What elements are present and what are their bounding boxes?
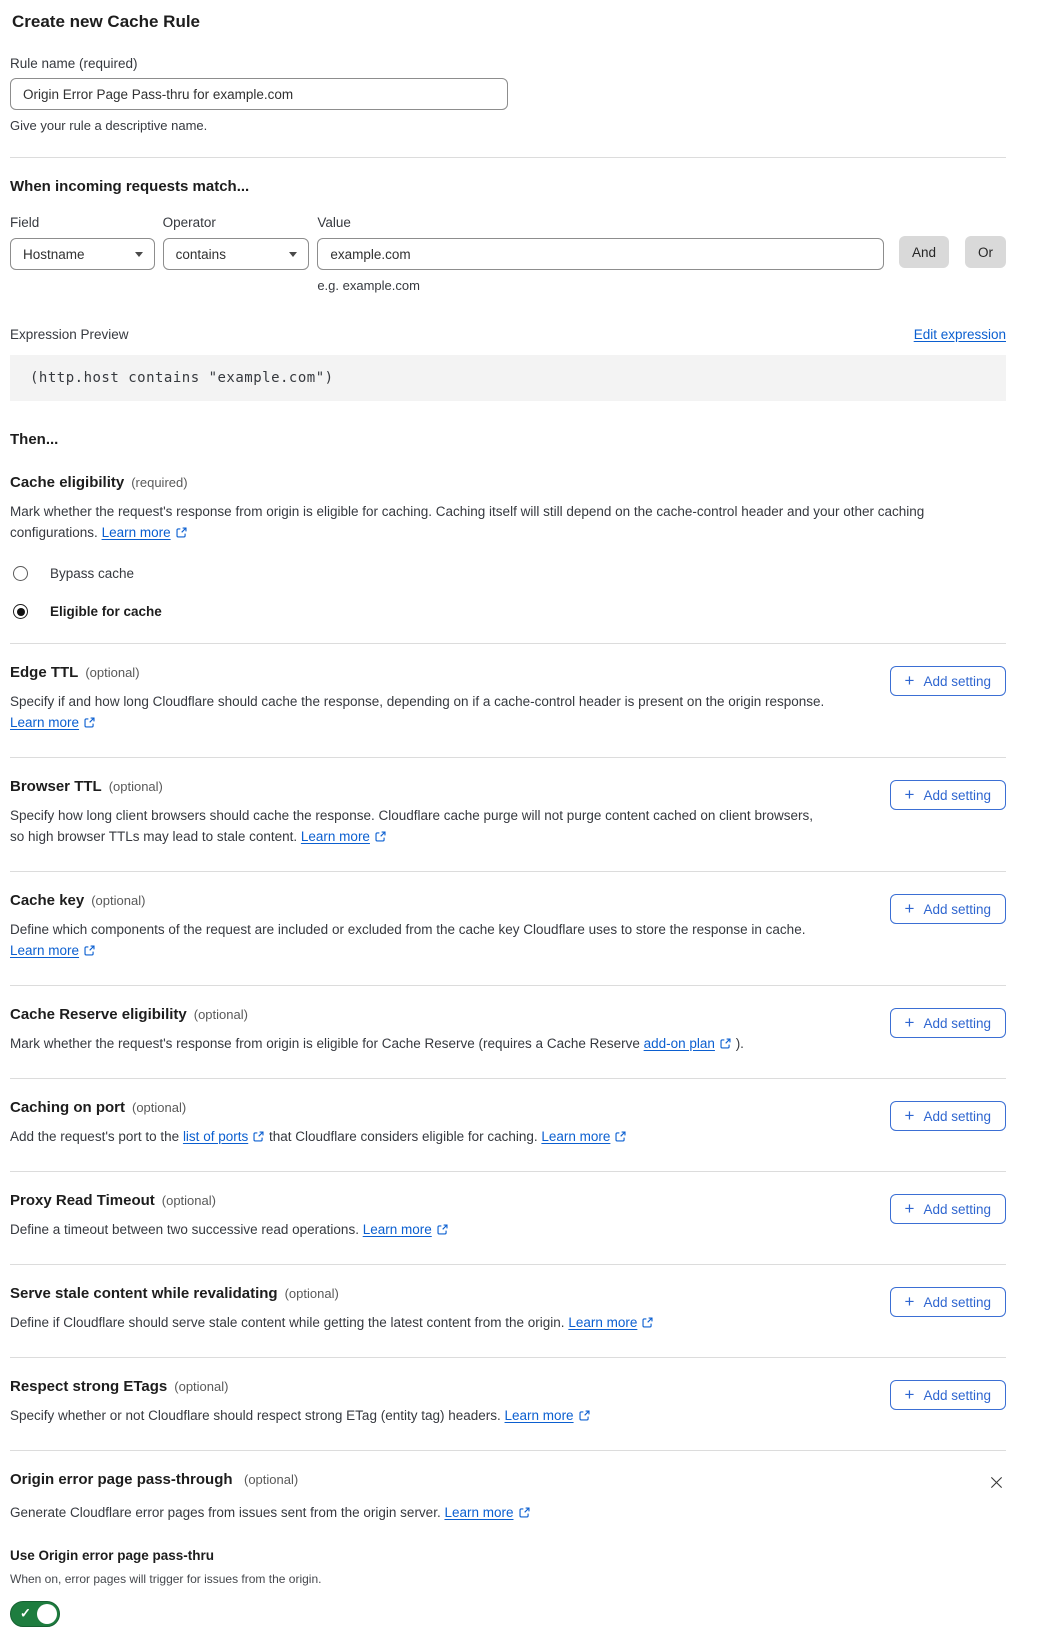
plus-icon: + (904, 785, 915, 804)
add-setting-button[interactable] (890, 1380, 1006, 1410)
learn-more-link[interactable]: Learn more (504, 1408, 574, 1423)
external-link-icon (514, 1505, 531, 1520)
description-text: that Cloudflare considers eligible for caching. (265, 1129, 542, 1144)
external-link-icon (248, 1129, 265, 1144)
add-on-plan-link[interactable]: add-on plan (643, 1036, 715, 1051)
setting-qualifier: (optional) (91, 893, 146, 908)
value-hint: e.g. example.com (317, 278, 420, 293)
rule-name-help: Give your rule a descriptive name. (10, 118, 208, 133)
operator-select-value: contains (175, 246, 226, 262)
learn-more-link[interactable]: Learn more (10, 715, 80, 730)
setting-title: Cache Reserve eligibility (10, 1006, 187, 1023)
radio-option-label: Bypass cache (50, 566, 135, 581)
origin-section-description (10, 1502, 825, 1523)
setting-qualifier: (optional) (132, 1100, 187, 1115)
operator-label: Operator (162, 215, 216, 230)
chevron-down-icon (135, 252, 143, 257)
radio-option-label: Eligible for cache (50, 604, 162, 619)
setting-title: Serve stale content while revalidating (10, 1285, 278, 1302)
external-link-icon (715, 1036, 732, 1051)
setting-title: Respect strong ETags (10, 1378, 168, 1395)
origin-toggle-help: When on, error pages will trigger for issues from the origin. (10, 1572, 322, 1586)
cache-eligibility-qualifier: (required) (131, 475, 188, 490)
setting-qualifier: (optional) (85, 665, 140, 680)
external-link-icon (79, 715, 96, 730)
add-setting-label: Add setting (923, 1108, 991, 1124)
expression-preview-label: Expression Preview (10, 327, 129, 342)
value-label: Value (317, 215, 351, 230)
rule-name-label: Rule name (required) (10, 56, 138, 71)
description-text: ). (731, 1036, 744, 1051)
setting-description (10, 1033, 744, 1054)
or-button[interactable]: Or (965, 236, 1006, 268)
add-setting-button[interactable] (890, 1008, 1006, 1038)
setting-qualifier: (optional) (161, 1193, 216, 1208)
plus-icon: + (904, 1013, 915, 1032)
check-icon: ✓ (20, 1605, 31, 1621)
origin-error-page-section (10, 1450, 1006, 1627)
add-setting-label: Add setting (923, 1201, 991, 1217)
setting-description (10, 1312, 654, 1333)
learn-more-link[interactable]: Learn more (362, 1222, 432, 1237)
learn-more-link[interactable]: Learn more (568, 1315, 638, 1330)
radio-option-bypass-cache[interactable] (10, 566, 1006, 581)
setting-section-proxy-read-timeout (10, 1171, 1006, 1240)
setting-section-cache-reserve-eligibility (10, 985, 1006, 1054)
description-text: Mark whether the request's response from origin is eligible for caching. Caching itself will still depend on the cache-control header and your other caching configurations. (10, 504, 925, 540)
description-text: Specify if and how long Cloudflare should cache the response, depending on if a cache-control header is present on the origin response. (10, 694, 825, 709)
add-setting-label: Add setting (923, 673, 991, 689)
expression-preview-header (10, 327, 1006, 342)
origin-section-title: Origin error page pass-through (10, 1471, 233, 1488)
external-link-icon (637, 1315, 654, 1330)
setting-title: Proxy Read Timeout (10, 1192, 155, 1209)
section-divider (10, 157, 1006, 158)
description-text: Define a timeout between two successive read operations. (10, 1222, 363, 1237)
expression-code: (http.host contains "example.com") (10, 355, 1006, 401)
external-link-icon (574, 1408, 591, 1423)
external-link-icon (610, 1129, 627, 1144)
setting-qualifier: (optional) (193, 1007, 248, 1022)
radio-option-eligible-for-cache[interactable] (10, 604, 1006, 619)
add-setting-button[interactable] (890, 1194, 1006, 1224)
setting-title: Browser TTL (10, 778, 102, 795)
field-label: Field (10, 215, 40, 230)
value-input[interactable] (317, 238, 884, 270)
setting-title: Edge TTL (10, 664, 79, 681)
origin-section-qualifier: (optional) (243, 1472, 299, 1487)
then-heading: Then... (10, 431, 59, 448)
radio-unselected-icon[interactable] (13, 566, 28, 581)
setting-description (10, 1219, 449, 1240)
setting-title: Cache key (10, 892, 85, 909)
description-text: Specify whether or not Cloudflare should respect strong ETag (entity tag) headers. (10, 1408, 505, 1423)
cache-eligibility-title: Cache eligibility (10, 474, 125, 491)
list-of-ports-link[interactable]: list of ports (182, 1129, 249, 1144)
match-heading: When incoming requests match... (10, 178, 250, 195)
origin-error-pass-thru-toggle[interactable] (10, 1601, 60, 1627)
setting-section-respect-strong-etags (10, 1357, 1006, 1426)
setting-description (10, 1405, 591, 1426)
cache-eligibility-header (10, 474, 1006, 491)
add-setting-label: Add setting (923, 901, 991, 917)
cache-eligibility-options (10, 566, 1006, 619)
learn-more-link[interactable]: Learn more (444, 1505, 514, 1520)
origin-toggle-label: Use Origin error page pass-thru (10, 1548, 215, 1563)
setting-section-edge-ttl (10, 643, 1006, 733)
plus-icon: + (904, 899, 915, 918)
external-link-icon (370, 829, 387, 844)
plus-icon: + (904, 671, 915, 690)
plus-icon: + (904, 1199, 915, 1218)
add-setting-button[interactable] (890, 1101, 1006, 1131)
external-link-icon (171, 525, 188, 540)
description-text: Define if Cloudflare should serve stale content while getting the latest content from the origin. (10, 1315, 569, 1330)
add-setting-label: Add setting (923, 1387, 991, 1403)
setting-section-serve-stale-content-while-revalidating (10, 1264, 1006, 1333)
plus-icon: + (904, 1292, 915, 1311)
setting-description (10, 805, 825, 847)
add-setting-label: Add setting (923, 787, 991, 803)
match-condition-row (10, 215, 1006, 293)
add-setting-button[interactable] (890, 780, 1006, 810)
description-text: Specify how long client browsers should cache the response. Cloudflare cache purge will not purge content cached on client browsers, so high browser TTLs may lead to stale content. (10, 808, 813, 844)
add-setting-label: Add setting (923, 1015, 991, 1031)
learn-more-link[interactable]: Learn more (101, 525, 171, 540)
learn-more-link[interactable]: Learn more (300, 829, 370, 844)
setting-title: Caching on port (10, 1099, 125, 1116)
operator-select[interactable] (163, 238, 310, 270)
description-text: Add the request's port to the (10, 1129, 183, 1144)
plus-icon: + (904, 1106, 915, 1125)
setting-description (10, 919, 825, 961)
setting-qualifier: (optional) (284, 1286, 339, 1301)
description-text: Generate Cloudflare error pages from issues sent from the origin server. (10, 1505, 445, 1520)
add-setting-button[interactable] (890, 666, 1006, 696)
plus-icon: + (904, 1385, 915, 1404)
setting-section-caching-on-port (10, 1078, 1006, 1147)
and-button[interactable]: And (899, 236, 949, 268)
add-setting-button[interactable] (890, 894, 1006, 924)
external-link-icon (432, 1222, 449, 1237)
toggle-knob (37, 1604, 57, 1624)
learn-more-link[interactable]: Learn more (541, 1129, 611, 1144)
page-title: Create new Cache Rule (12, 12, 201, 31)
add-setting-button[interactable] (890, 1287, 1006, 1317)
add-setting-label: Add setting (923, 1294, 991, 1310)
setting-section-browser-ttl (10, 757, 1006, 847)
field-select[interactable] (10, 238, 155, 270)
radio-selected-icon[interactable] (13, 604, 28, 619)
learn-more-link[interactable]: Learn more (10, 943, 80, 958)
optional-settings-list (10, 643, 1006, 1426)
description-text: Mark whether the request's response from origin is eligible for Cache Reserve (requires a Cache Reserve (10, 1036, 644, 1051)
setting-section-cache-key (10, 871, 1006, 961)
description-text: Define which components of the request are included or excluded from the cache key Cloudflare uses to store the response in cache. (10, 922, 806, 937)
external-link-icon (79, 943, 96, 958)
setting-description (10, 1126, 627, 1147)
edit-expression-link[interactable]: Edit expression (913, 327, 1006, 342)
field-select-value: Hostname (23, 246, 85, 262)
cache-eligibility-description (10, 501, 1000, 543)
setting-qualifier: (optional) (108, 779, 163, 794)
rule-name-input[interactable] (10, 78, 508, 110)
chevron-down-icon (289, 252, 297, 257)
close-icon[interactable] (987, 1473, 1006, 1492)
setting-description (10, 691, 825, 733)
setting-qualifier: (optional) (174, 1379, 229, 1394)
